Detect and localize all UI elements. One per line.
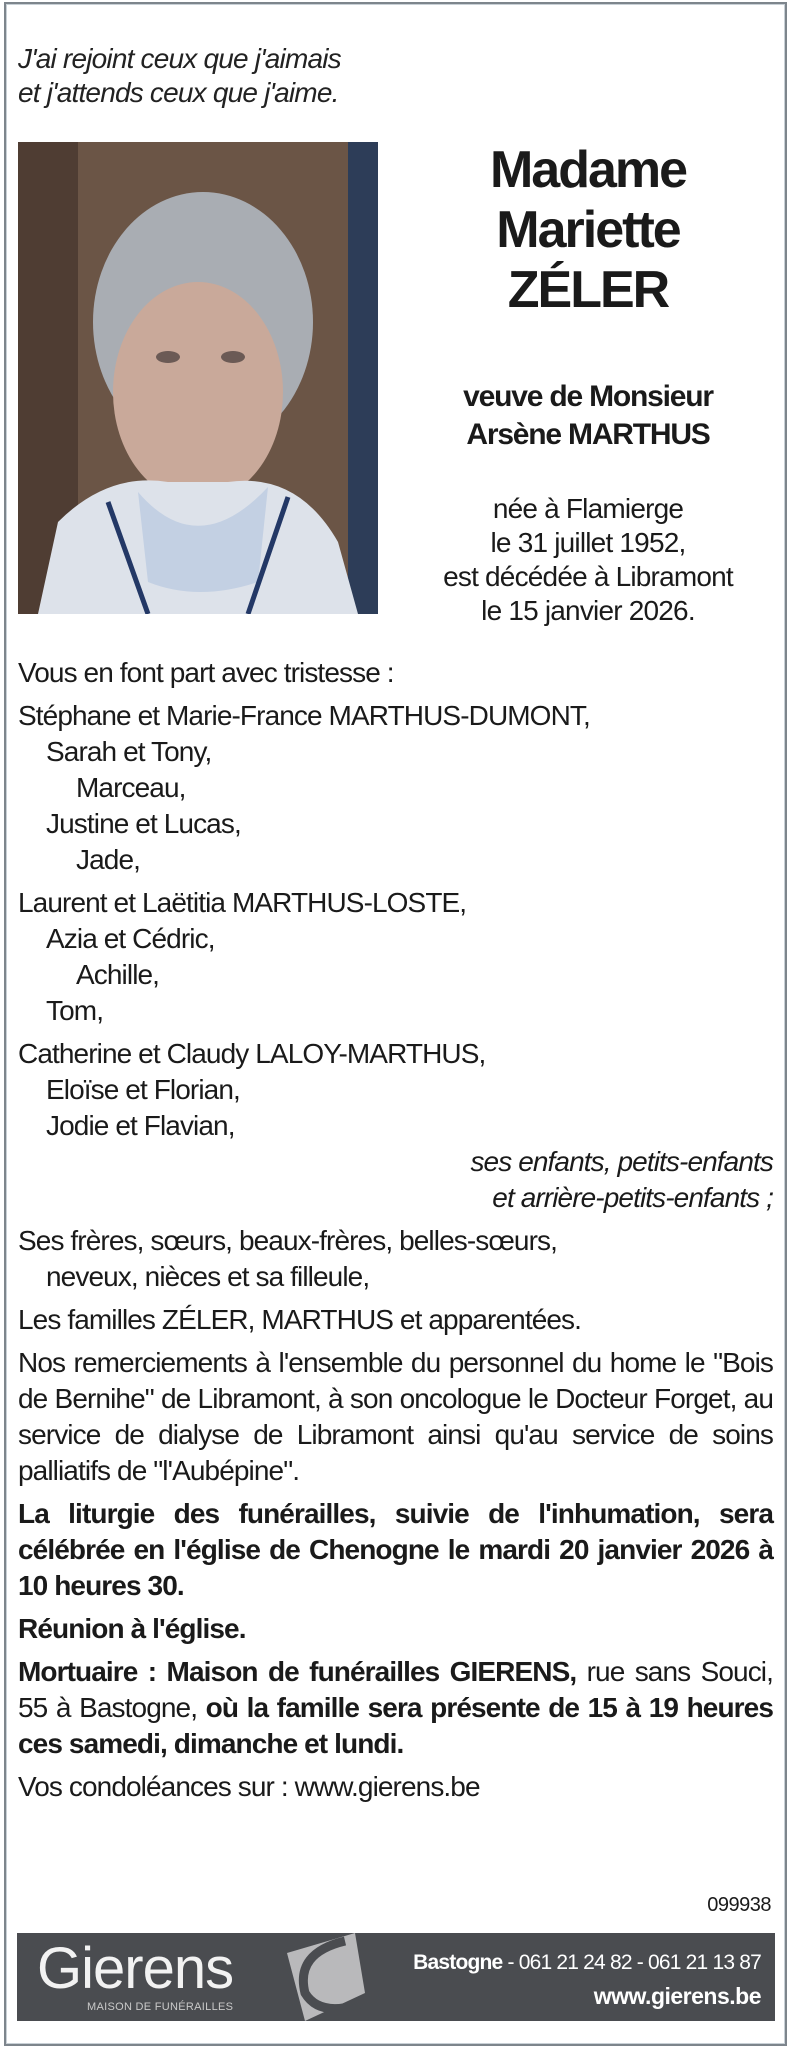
family-member-line: Catherine et Claudy LALOY-MARTHUS, [18, 1038, 486, 1069]
family-member-line: Justine et Lucas, [46, 808, 241, 839]
gierens-logo-mark-icon [285, 1933, 385, 2021]
website-link[interactable]: www.gierens.be [593, 1983, 761, 2009]
widow-line: Arsène MARTHUS [466, 418, 710, 451]
funeral-home-banner [17, 1933, 775, 2021]
announcement-body [18, 655, 773, 1805]
thanks-paragraph: Nos remerciements à l'ensemble du personnel du home le "Bois de Bernihe" de Libramont, à son oncologue le Docteur Forget, au service de dialyse de Libramont ainsi qu'au service de soins palliatifs de "l'Aubépine". [18, 1347, 773, 1486]
deceased-name [390, 140, 786, 320]
families-line: Les familles ZÉLER, MARTHUS et apparentées. [18, 1304, 582, 1335]
visiting-hours: où la famille sera présente de 15 à 19 heures ces samedi, dimanche et lundi. [18, 1692, 773, 1759]
name-title: Madame [489, 141, 687, 199]
family-member-line: Azia et Cédric, [46, 923, 215, 954]
relation-line: et arrière-petits-enfants ; [492, 1182, 773, 1213]
birth-death-dates [390, 492, 786, 628]
liturgy-paragraph: La liturgie des funérailles, suivie de l'inhumation, sera célébrée en l'église de Chenogne le mardi 20 janvier 2026 à 10 heures 30. [18, 1498, 773, 1601]
family-member-line: Achille, [76, 959, 160, 990]
deceased-photo [18, 142, 378, 614]
intro-text: Vous en font part avec tristesse : [18, 657, 394, 688]
siblings-line: neveux, nièces et sa filleule, [46, 1261, 370, 1292]
phone-numbers: - 061 21 24 82 - 061 21 13 87 [502, 1951, 761, 1974]
widow-of [390, 378, 786, 454]
family-member-line: Stéphane et Marie-France MARTHUS-DUMONT, [18, 700, 590, 731]
first-name: Mariette [496, 201, 680, 259]
relation-line: ses enfants, petits-enfants [470, 1146, 773, 1177]
widow-line: veuve de Monsieur [463, 380, 713, 413]
mortuary-paragraph [18, 1654, 773, 1762]
family-member-line: Marceau, [76, 772, 186, 803]
family-member-line: Jodie et Flavian, [46, 1110, 235, 1141]
condolences-link[interactable]: Vos condoléances sur : www.gierens.be [18, 1771, 480, 1802]
family-member-line: Tom, [46, 995, 104, 1026]
date-line: le 31 juillet 1952, [490, 527, 686, 558]
meeting-line: Réunion à l'église. [18, 1613, 246, 1644]
date-line: le 15 janvier 2026. [481, 595, 695, 626]
family-member-line: Sarah et Tony, [46, 736, 212, 767]
mortuary-name: Mortuaire : Maison de funérailles GIERENS, [18, 1656, 577, 1687]
gierens-logo: Gierens [37, 1936, 234, 2001]
date-line: née à Flamierge [492, 493, 684, 524]
city: Bastogne [413, 1951, 503, 1974]
reference-number: 099938 [707, 1894, 771, 1916]
mortuary-address: rue sans Souci, 55 à Bastogne, [18, 1656, 773, 1723]
family-member-line: Eloïse et Florian, [46, 1074, 240, 1105]
family-member-line: Laurent et Laëtitia MARTHUS-LOSTE, [18, 887, 467, 918]
last-name: ZÉLER [507, 261, 669, 319]
contact-phones [413, 1951, 761, 1975]
quote-line: et j'attends ceux que j'aime. [18, 77, 339, 108]
epitaph-quote [18, 42, 341, 110]
family-member-line: Jade, [76, 844, 140, 875]
quote-line: J'ai rejoint ceux que j'aimais [18, 43, 341, 74]
siblings-line: Ses frères, sœurs, beaux-frères, belles-sœurs, [18, 1225, 557, 1256]
family-list [18, 698, 773, 1144]
date-line: est décédée à Libramont [443, 561, 733, 592]
logo-subtitle: MAISON DE FUNÉRAILLES [87, 2001, 234, 2013]
